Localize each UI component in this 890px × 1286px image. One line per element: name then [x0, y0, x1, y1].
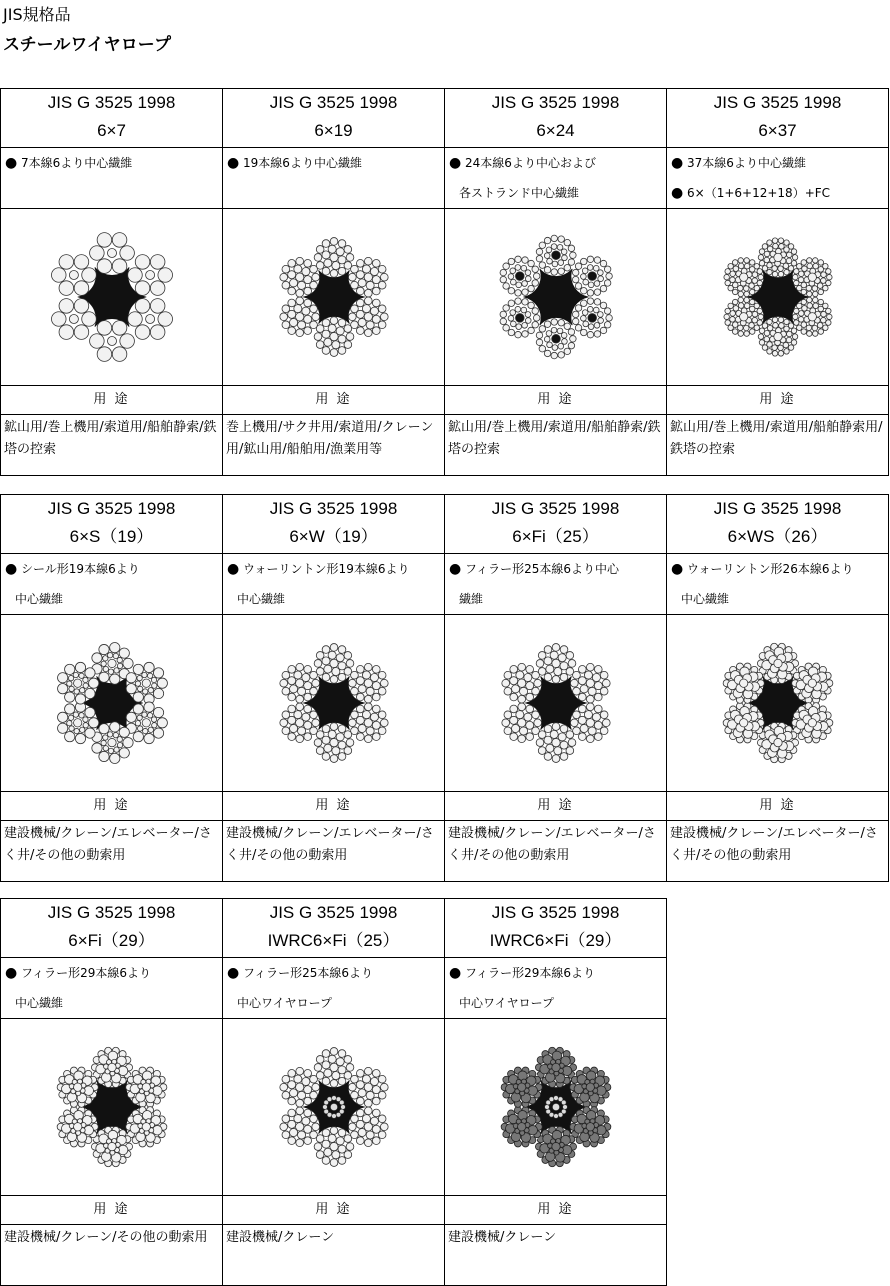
cross-section-cell: [445, 615, 667, 792]
description-cell: [223, 148, 445, 209]
strand: [569, 1107, 610, 1147]
standard-cell: [1, 89, 223, 148]
strand: [57, 702, 98, 744]
description-cell: [1, 554, 223, 615]
standard-code: JIS G 3525 1998: [713, 499, 842, 518]
strand: [314, 1048, 354, 1088]
standard-code: JIS G 3525 1998: [269, 499, 398, 518]
cross-section-cell: [667, 209, 889, 386]
description-line-1: フィラー形25本線6より中心: [461, 562, 619, 576]
standard-cell: [1, 495, 223, 554]
rope-type: 6×7: [97, 121, 126, 140]
strand: [723, 297, 763, 337]
standard-cell: [223, 495, 445, 554]
bullet-icon: ●: [449, 155, 462, 171]
strand: [501, 1067, 542, 1107]
page-title: スチールワイヤロープ: [3, 35, 171, 55]
standard-cell: [445, 495, 667, 554]
strand: [757, 722, 798, 762]
description-line-1: ウォーリントン形26本線6より: [683, 562, 854, 576]
cross-section-cell: [1, 1019, 223, 1196]
strand: [757, 643, 798, 683]
strand: [536, 644, 576, 684]
bullet-icon: ●: [449, 561, 462, 577]
strand: [535, 1126, 576, 1166]
standard-code: JIS G 3525 1998: [491, 93, 620, 112]
application-cell: 建設機械/クレーン/エレベーター/さく井/その他の動索用: [445, 821, 667, 882]
description-line-2: 中心ワイヤロープ: [459, 996, 555, 1010]
standard-code: JIS G 3525 1998: [491, 499, 620, 518]
description-cell: [667, 148, 889, 209]
description-line-2: 中心繊維: [237, 592, 286, 606]
description-line-1: 19本線6より中心繊維: [239, 156, 362, 170]
description-line-1: シール形19本線6より: [17, 562, 140, 576]
use-label: 用 途: [445, 792, 667, 821]
rope-6xS19-cross-section-icon: [47, 638, 177, 768]
bullet-icon: ●: [227, 155, 240, 171]
strand: [501, 703, 541, 743]
application-cell: 建設機械/クレーン: [445, 1225, 667, 1286]
strand: [314, 1127, 354, 1167]
strand: [570, 703, 610, 743]
strand: [314, 723, 354, 763]
standard-code: JIS G 3525 1998: [47, 903, 176, 922]
description-cell: [445, 958, 667, 1019]
strand: [501, 663, 541, 703]
strand: [570, 663, 610, 703]
description-cell: [223, 554, 445, 615]
strand: [57, 1107, 98, 1147]
strand: [314, 238, 354, 278]
rope-type: 6×19: [314, 121, 353, 140]
use-label: 用 途: [445, 386, 667, 415]
strand: [127, 253, 172, 297]
rope-type: 6×W（19）: [289, 527, 378, 546]
strand: [348, 257, 388, 297]
cross-section-cell: [223, 1019, 445, 1196]
application-cell: 鉱山用/巻上機用/索道用/船舶静索用/鉄塔の控索: [667, 415, 889, 476]
bullet-icon: ●: [5, 561, 18, 577]
rope-iwrc6xFi25-cross-section-icon: [269, 1042, 399, 1172]
standard-cell: [445, 89, 667, 148]
rope-type: IWRC6×Fi（25）: [267, 931, 400, 950]
rope-6xWS26-cross-section-icon: [713, 638, 843, 768]
application-cell: 建設機械/クレーン/その他の動索用: [1, 1225, 223, 1286]
strand: [91, 1047, 132, 1087]
cross-section-cell: [1, 209, 223, 386]
standard-cell: [445, 899, 667, 958]
bullet-icon: ●: [227, 965, 240, 981]
bullet-icon: ●: [5, 965, 18, 981]
rope-type: 6×24: [536, 121, 575, 140]
rope-spec-table-3: [0, 898, 889, 1286]
strand: [279, 1107, 319, 1147]
description-cell: [223, 958, 445, 1019]
strand: [498, 297, 540, 339]
strand: [571, 297, 613, 339]
rope-spec-table-1: [0, 88, 889, 476]
strand: [314, 644, 354, 684]
use-label: 用 途: [445, 1196, 667, 1225]
description-line-1: フィラー形29本線6より: [17, 966, 151, 980]
rope-type: 6×37: [758, 121, 797, 140]
rope-6x7-cross-section-icon: [47, 232, 177, 362]
cross-section-cell: [667, 615, 889, 792]
use-label: 用 途: [1, 386, 223, 415]
rope-6x24-cross-section-icon: [491, 232, 621, 362]
strand: [348, 703, 388, 743]
strand: [498, 255, 540, 297]
strand: [535, 234, 577, 276]
strand: [501, 1107, 542, 1147]
standard-cell: [667, 495, 889, 554]
rope-spec-table-2: [0, 494, 889, 882]
description-line-1: ウォーリントン形19本線6より: [239, 562, 410, 576]
description-cell: [445, 148, 667, 209]
application-cell: 建設機械/クレーン: [223, 1225, 445, 1286]
bullet-icon: ●: [671, 561, 684, 577]
use-label: 用 途: [223, 1196, 445, 1225]
application-cell: 建設機械/クレーン/エレベーター/さく井/その他の動索用: [1, 821, 223, 882]
description-line-2: 中心ワイヤロープ: [237, 996, 333, 1010]
strand: [348, 1107, 388, 1147]
description-line-2: 中心繊維: [15, 592, 64, 606]
strand: [792, 297, 832, 337]
description-line-2: 6×（1+6+12+18）+FC: [683, 186, 831, 200]
standard-code: JIS G 3525 1998: [269, 93, 398, 112]
description-line-1: 37本線6より中心繊維: [683, 156, 806, 170]
use-label: 用 途: [667, 386, 889, 415]
rope-6x19-cross-section-icon: [269, 232, 399, 362]
description-cell: [445, 554, 667, 615]
strand: [279, 663, 319, 703]
cross-section-cell: [223, 209, 445, 386]
cross-section-cell: [445, 209, 667, 386]
strand: [279, 1067, 319, 1107]
standard-code: JIS G 3525 1998: [491, 903, 620, 922]
standard-cell: [223, 899, 445, 958]
standard-cell: [223, 89, 445, 148]
description-cell: [667, 554, 889, 615]
strand: [279, 297, 319, 337]
strand: [57, 1067, 98, 1107]
description-line-2: 中心繊維: [15, 996, 64, 1010]
strand: [348, 663, 388, 703]
strand: [535, 1047, 576, 1087]
application-cell: 巻上機用/サク井用/索道用/クレーン用/鉱山用/船舶用/漁業用等: [223, 415, 445, 476]
strand: [51, 297, 96, 341]
use-label: 用 途: [223, 386, 445, 415]
application-cell: 建設機械/クレーン/エレベーター/さく井/その他の動索用: [223, 821, 445, 882]
use-label: 用 途: [1, 792, 223, 821]
strand: [758, 238, 798, 278]
use-label: 用 途: [223, 792, 445, 821]
rope-iwrc6xFi29-cross-section-icon: [491, 1042, 621, 1172]
strand: [279, 703, 319, 743]
strand: [571, 255, 613, 297]
cross-section-cell: [223, 615, 445, 792]
strand: [569, 1067, 610, 1107]
standard-code: JIS G 3525 1998: [713, 93, 842, 112]
standard-cell: [667, 89, 889, 148]
description-cell: [1, 958, 223, 1019]
cross-section-cell: [1, 615, 223, 792]
strand: [536, 723, 576, 763]
description-line-1: 7本線6より中心繊維: [17, 156, 133, 170]
strand: [535, 318, 577, 360]
description-line-1: フィラー形25本線6より: [239, 966, 373, 980]
strand: [279, 257, 319, 297]
strand: [348, 1067, 388, 1107]
rope-type: 6×S（19）: [69, 527, 154, 546]
bullet-icon: ●: [671, 155, 684, 171]
rope-type: 6×Fi（25）: [512, 527, 599, 546]
rope-6xFi29-cross-section-icon: [47, 1042, 177, 1172]
strand: [57, 662, 98, 704]
strand: [125, 1107, 166, 1147]
bullet-icon: ●: [5, 155, 18, 171]
strand: [791, 703, 832, 743]
strand: [791, 663, 832, 703]
strand: [51, 253, 96, 297]
description-line-1: 24本線6より中心および: [461, 156, 596, 170]
description-line-2: 各ストランド中心繊維: [459, 186, 580, 200]
strand: [348, 297, 388, 337]
rope-6xW19-cross-section-icon: [269, 638, 399, 768]
use-label: 用 途: [1, 1196, 223, 1225]
application-cell: 鉱山用/巻上機用/索道用/船舶静索/鉄塔の控索: [1, 415, 223, 476]
description-line-1: フィラー形29本線6より: [461, 966, 595, 980]
standard-code: JIS G 3525 1998: [47, 93, 176, 112]
strand: [758, 317, 798, 357]
description-cell: [1, 148, 223, 209]
bullet-icon: ●: [449, 965, 462, 981]
rope-type: IWRC6×Fi（29）: [489, 931, 622, 950]
description-line-2: 中心繊維: [681, 592, 730, 606]
application-cell: 鉱山用/巻上機用/索道用/船舶静索/鉄塔の控索: [445, 415, 667, 476]
rope-6xFi25-cross-section-icon: [491, 638, 621, 768]
bullet-icon: ●: [227, 561, 240, 577]
rope-type: 6×Fi（29）: [68, 931, 155, 950]
strand: [723, 703, 764, 743]
rope-6x37-cross-section-icon: [713, 232, 843, 362]
application-cell: 建設機械/クレーン/エレベーター/さく井/その他の動索用: [667, 821, 889, 882]
use-label: 用 途: [667, 792, 889, 821]
strand: [792, 257, 832, 297]
strand: [314, 317, 354, 357]
strand: [127, 297, 172, 341]
description-line-2: 繊維: [459, 592, 484, 606]
standard-cell: [1, 899, 223, 958]
strand: [125, 1067, 166, 1107]
standard-code: JIS G 3525 1998: [47, 499, 176, 518]
rope-type: 6×WS（26）: [727, 527, 828, 546]
cross-section-cell: [445, 1019, 667, 1196]
strand: [723, 257, 763, 297]
strand: [91, 1126, 132, 1166]
page-subtitle: JIS規格品: [3, 5, 71, 24]
standard-code: JIS G 3525 1998: [269, 903, 398, 922]
strand: [723, 663, 764, 703]
bullet-icon: ●: [671, 185, 684, 201]
